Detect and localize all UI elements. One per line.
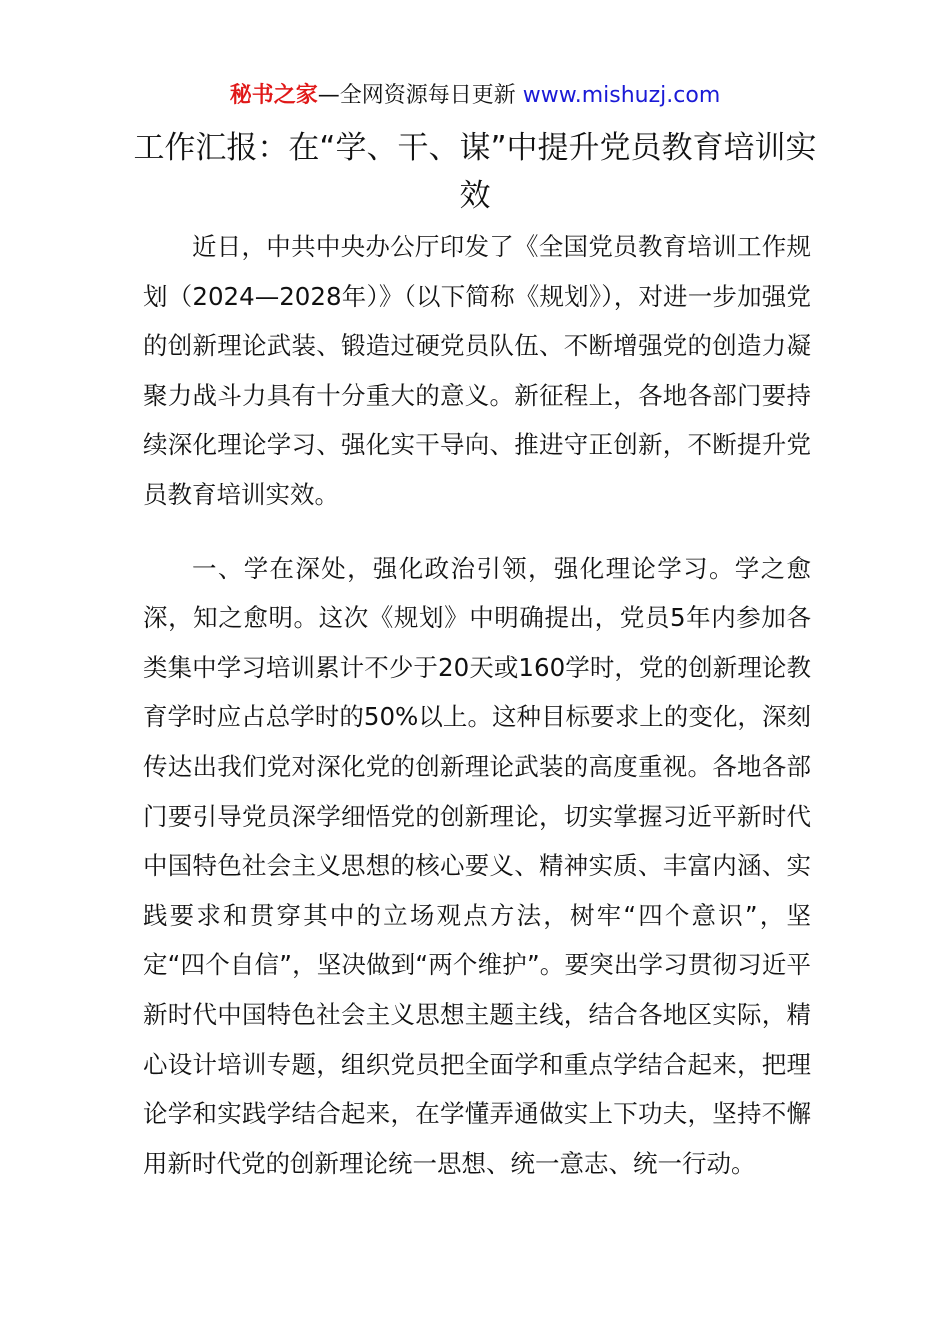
brand-name: 秘书之家 (229, 83, 318, 108)
document-body (143, 222, 811, 1188)
paragraph-section-one: 一、学在深处，强化政治引领，强化理论学习。学之愈深，知之愈明。这次《规划》中明确提出，党员5年内参加各类集中学习培训累计不少于20天或160学时，党的创新理论教育学时应占总学时的50%以上。这种目标要求上的变化，深刻传达出我们党对深化党的创新理论武装的高度重视。各地各部门要引导党员深学细悟党的创新理论，切实掌握习近平新时代中国特色社会主义思想的核心要义、精神实质、丰富内涵、实践要求和贯穿其中的立场观点方法，树牢“四个意识”，坚定“四个自信”，坚决做到“两个维护”。要突出学习贯彻习近平新时代中国特色社会主义思想主题主线，结合各地区实际，精心设计培训专题，组织党员把全面学和重点学结合起来，把理论学和实践学结合起来，在学懂弄通做实上下功夫，坚持不懈用新时代党的创新理论统一思想、统一意志、统一行动。 (143, 553, 811, 1178)
document-title: 工作汇报：在“学、干、谋”中提升党员教育培训实效 (133, 130, 817, 214)
paragraph-intro: 近日，中共中央办公厅印发了《全国党员教育培训工作规划（2024—2028年）》（以下简称《规划》），对进一步加强党的创新理论武装、锻造过硬党员队伍、不断增强党的创造力凝聚力战斗力具有十分重大的意义。新征程上，各地各部门要持续深化理论学习、强化实干导向、推进守正创新，不断提升党员教育培训实效。 (143, 232, 811, 509)
site-header (0, 80, 950, 112)
header-tagline: —全网资源每日更新 (317, 83, 523, 108)
site-url-link[interactable]: www.mishuzj.com (522, 83, 721, 108)
